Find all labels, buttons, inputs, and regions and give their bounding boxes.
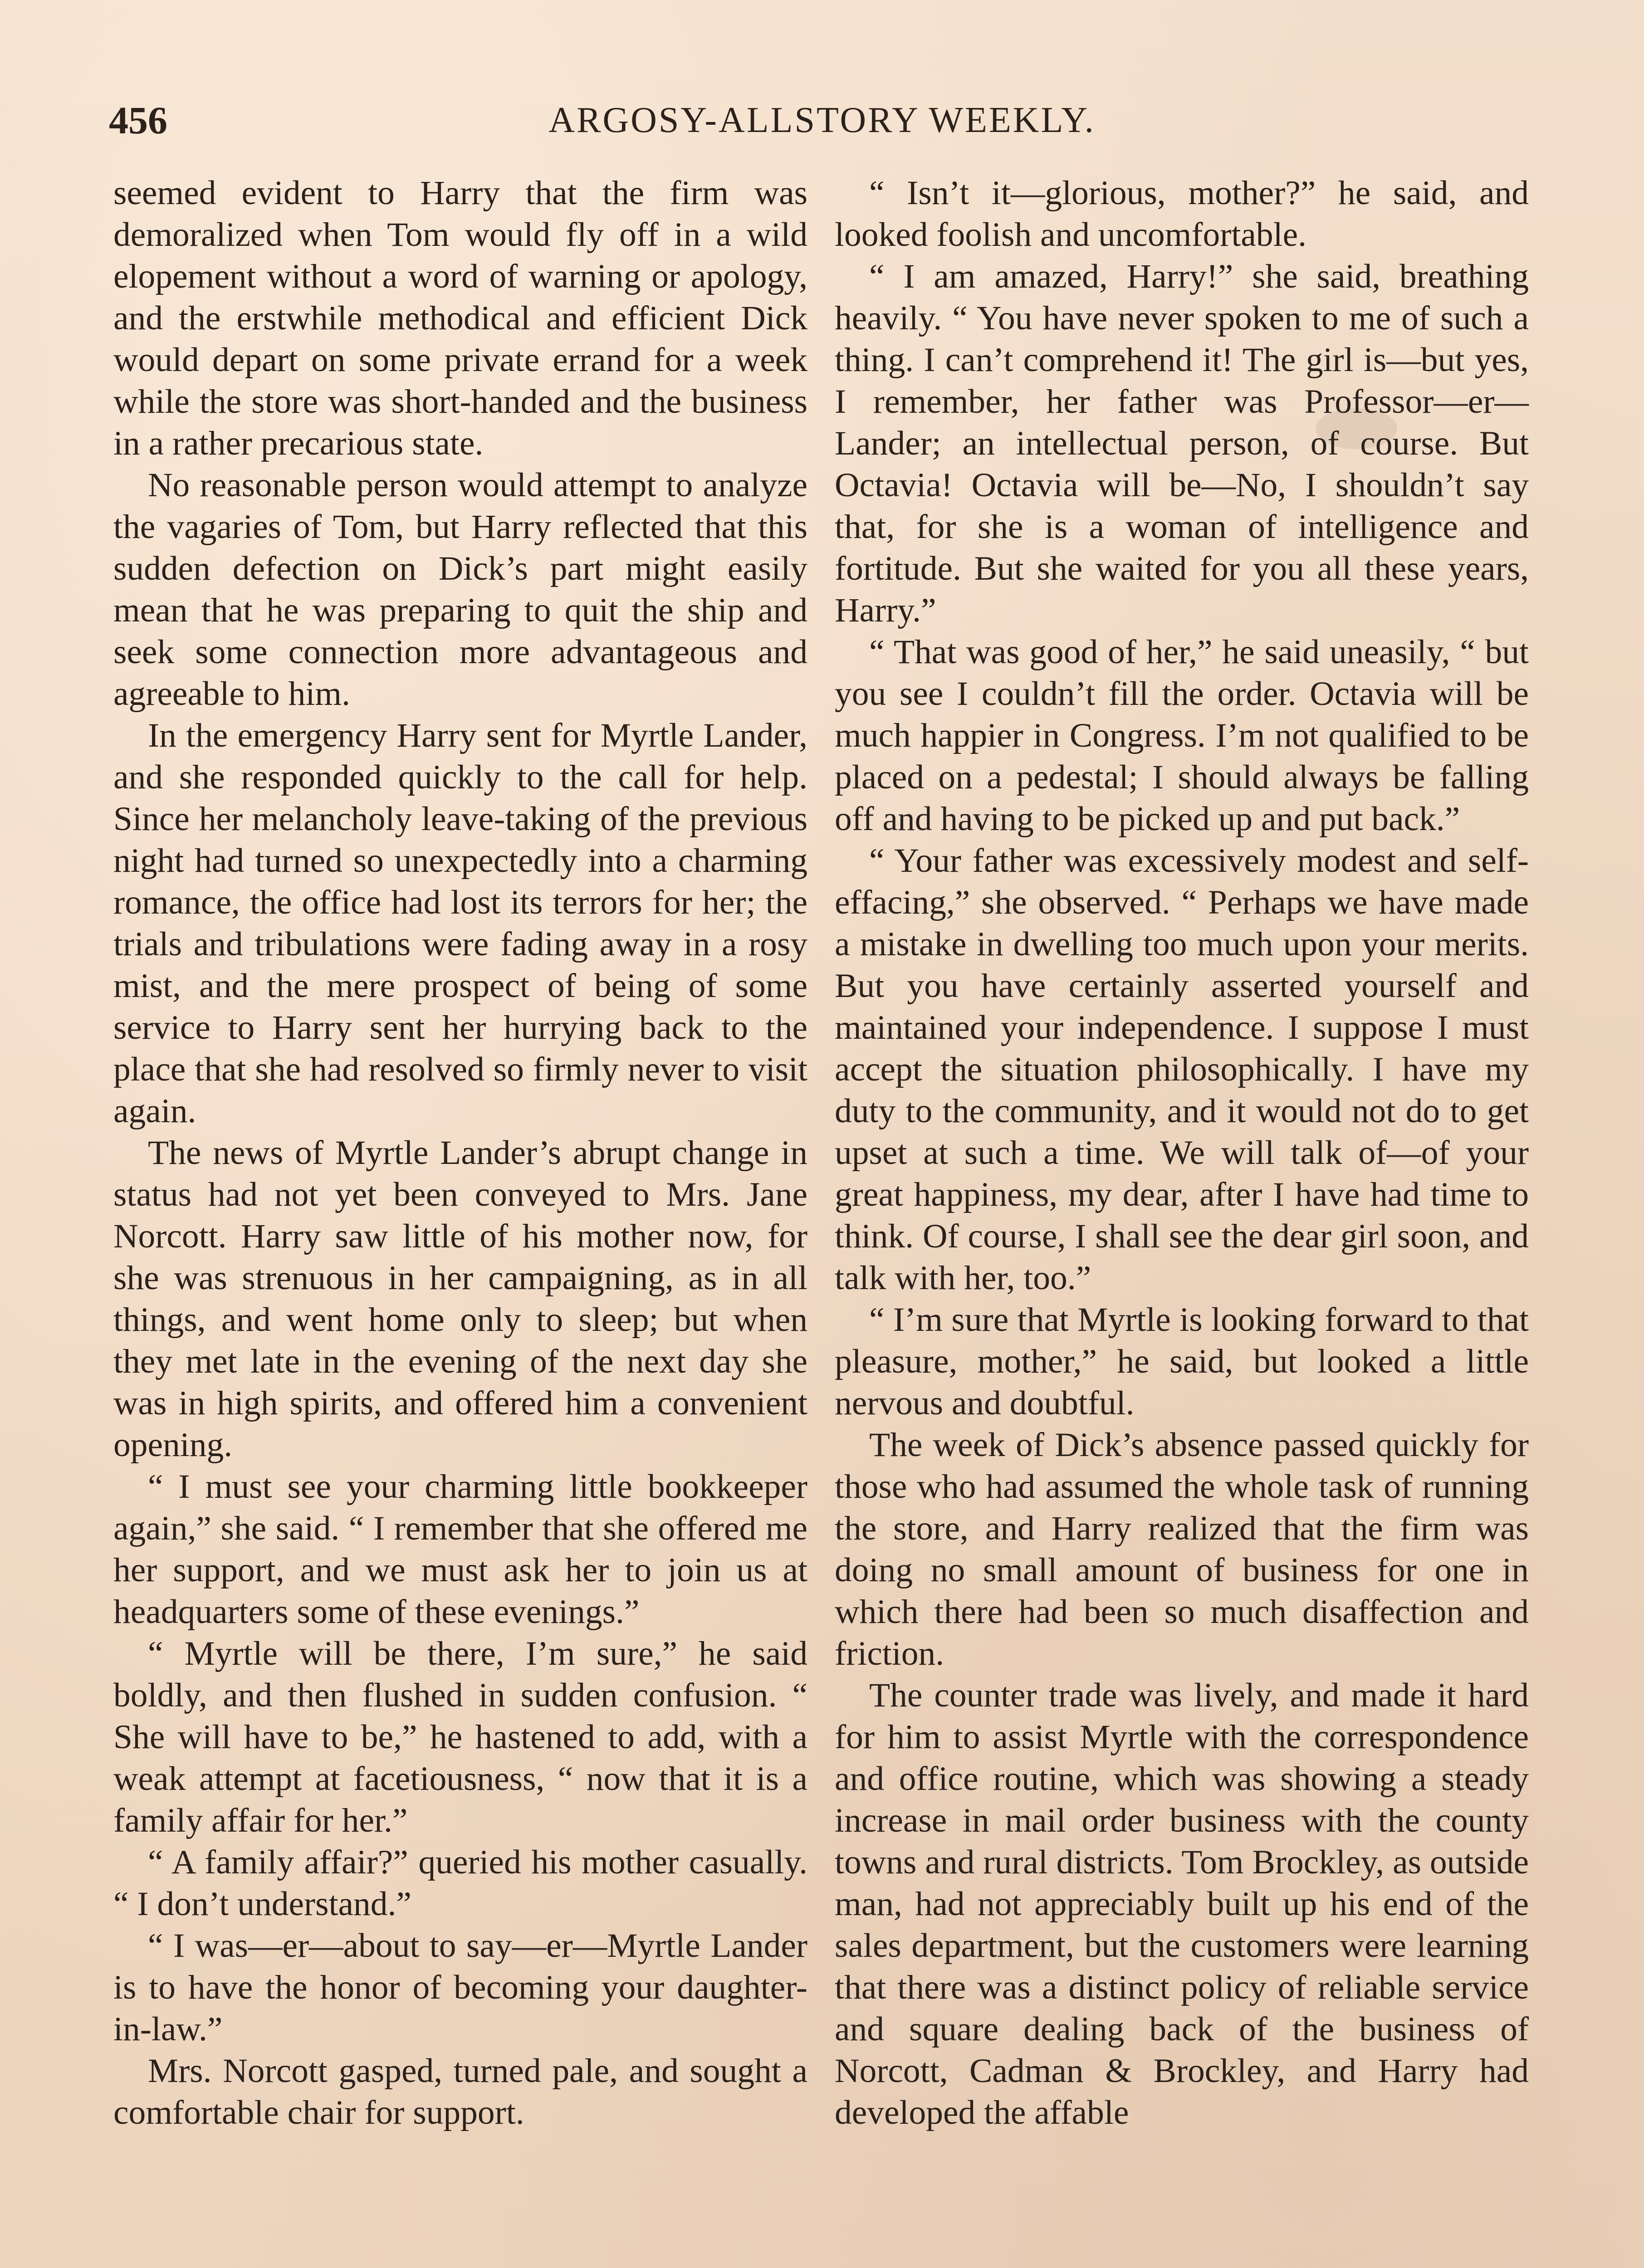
paragraph: In the emergency Harry sent for Myrtle Lander, and she responded quickly to the call for help. Since her melancholy leave-taking of the previous night had turned so unexpectedly into a charming romance, the office had lost its terrors for her; the trials and tribulations were fading away in a rosy mist, and the mere prospect of being of some service to Harry sent her hurrying back to the place that she had resolved so firmly never to visit again. <box>113 717 807 1130</box>
paragraph: “ That was good of her,” he said uneasily, “ but you see I couldn’t fill the order. Octavia will be much happier in Congress. I’m not qualified to be placed on a pedestal; I should always be falling off and having to be picked up and put back.” <box>835 633 1529 838</box>
paragraph: No reasonable person would attempt to analyze the vagaries of Tom, but Harry reflected that this sudden defection on Dick’s part might easily mean that he was preparing to quit the ship and seek some connection more advantageous and agreeable to him. <box>113 466 807 713</box>
right-column <box>835 172 1529 2134</box>
paragraph: “ Isn’t it—glorious, mother?” he said, and looked foolish and uncomfortable. <box>835 174 1529 254</box>
paragraph: The counter trade was lively, and made it hard for him to assist Myrtle with the correspondence and office routine, which was showing a steady increase in mail order business with the county towns and rural districts. Tom Brockley, as outside man, had not appreciably built up his end of the sales department, but the customers were learning that there was a distinct policy of reliable service and square dealing back of the business of Norcott, Cadman & Brockley, and Harry had developed the affable <box>835 1677 1529 2131</box>
paragraph: “ I’m sure that Myrtle is looking forward to that pleasure, mother,” he said, but looked a little nervous and doubtful. <box>835 1301 1529 1422</box>
running-head: ARGOSY-ALLSTORY WEEKLY. <box>548 100 1096 140</box>
paragraph: “ Your father was excessively modest and self-effacing,” she observed. “ Perhaps we have made a mistake in dwelling too much upon your merits. But you have certainly asserted yourself and maintained your independence. I suppose I must accept the situation philosophically. I have my duty to the community, and it would not do to get upset at such a time. We will talk of—of your great happiness, my dear, after I have had time to think. Of course, I shall see the dear girl soon, and talk with her, too.” <box>835 842 1529 1297</box>
paragraph: seemed evident to Harry that the firm was demoralized when Tom would fly off in a wild elopement without a word of warning or apology, and the erstwhile methodical and efficient Dick would depart on some private errand for a week while the store was short-handed and the business in a rather precarious state. <box>113 174 807 462</box>
paragraph: “ Myrtle will be there, I’m sure,” he said boldly, and then flushed in sudden confusion. “ She will have to be,” he hastened to add, with a weak attempt at facetiousness, “ now that it is a family affair for her.” <box>113 1635 807 1839</box>
paragraph: The week of Dick’s absence passed quickly for those who had assumed the whole task of running the store, and Harry realized that the firm was doing no small amount of business for one in which there had been so much disaffection and friction. <box>835 1426 1529 1672</box>
page-header <box>109 91 1535 150</box>
left-column <box>113 172 807 2134</box>
paragraph: “ I must see your charming little bookkeeper again,” she said. “ I remember that she offered me her support, and we must ask her to join us at headquarters some of these evenings.” <box>113 1468 807 1631</box>
paragraph: Mrs. Norcott gasped, turned pale, and sought a comfortable chair for support. <box>113 2052 807 2131</box>
page-number: 456 <box>109 98 167 142</box>
paragraph: “ I was—er—about to say—er—Myrtle Lander is to have the honor of becoming your daughter-in-law.” <box>113 1927 807 2048</box>
paragraph: “ I am amazed, Harry!” she said, breathing heavily. “ You have never spoken to me of such a thing. I can’t comprehend it! The girl is—but yes, I remember, her father was Professor—er—Lander; an intellectual person, of course. But Octavia! Octavia will be—No, I shouldn’t say that, for she is a woman of intelligence and fortitude. But she waited for you all these years, Harry.” <box>835 258 1529 629</box>
paragraph: “ A family affair?” queried his mother casually. “ I don’t understand.” <box>113 1843 807 1923</box>
paragraph: The news of Myrtle Lander’s abrupt change in status had not yet been conveyed to Mrs. Jane Norcott. Harry saw little of his mother now, for she was strenuous in her campaigning, as in all things, and went home only to sleep; but when they met late in the evening of the next day she was in high spirits, and offered him a convenient opening. <box>113 1134 807 1464</box>
